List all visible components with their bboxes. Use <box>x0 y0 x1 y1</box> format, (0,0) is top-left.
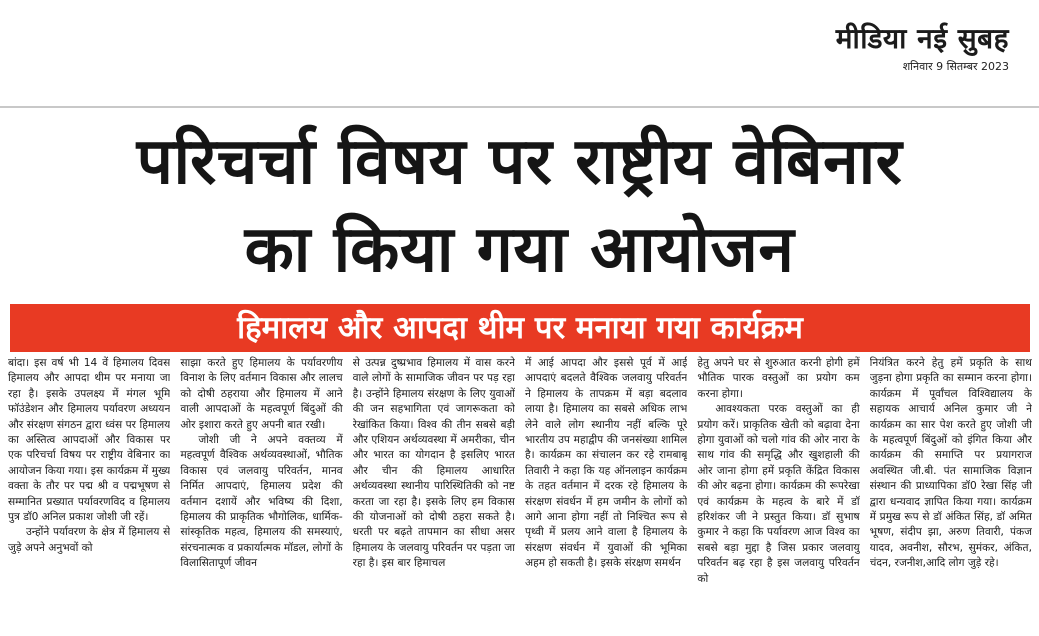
article-column-6 <box>870 356 1032 636</box>
article-column-5 <box>697 356 859 636</box>
headline <box>0 118 1039 294</box>
article-paragraph: हेतु अपने घर से शुरुआत करनी होगी हमें भौतिक पारक वस्तुओं का प्रयोग कम करना होगा। <box>697 357 860 400</box>
article-paragraph: से उत्पन्न दुष्प्रभाव हिमालय में वास करने वाले लोगों के सामाजिक जीवन पर पड़ रहा है। उन्होंने हिमालय संरक्षण के लिए युवाओं की जन सहभागिता एवं जागरूकता को रेखांकित किया। विश्व की तीन सबसे बड़ी और एशियन अर्थव्यवस्था में अमरीका, चीन और भारत का योगदान है इसलिए भारत और चीन की हिमालय आधारित अर्थव्यवस्था स्थानीय पारिस्थितिकी को नष्ट करता जा रहा है। इसके लिए हम विकास की योजनाओं को दोषी ठहरा सकते है।धरती पर बढ़ते तापमान का सीधा असर हिमालय के जलवायु परिवर्तन पर पड़ता जा रहा है। इस बार हिमाचल <box>352 357 515 570</box>
article-column-4 <box>525 356 687 636</box>
article-paragraph: जोशी जी ने अपने वक्तव्य में महत्वपूर्ण वैश्विक अर्थव्यवस्थाओं, भौतिक विकास एवं जलवायु परिवर्तन, मानव निर्मित आपदाएं, हिमालय प्रदेश की वर्तमान दशायें और भविष्य की दिशा, हिमालय की प्राकृतिक भौगोलिक, धार्मिक-सांस्कृतिक महत्व, हिमालय की समस्याएं, संरचनात्मक व प्रकार्यात्मक मॉडल, लोगों के विलासितापूर्ण जीवन <box>180 434 343 570</box>
subheadline-banner: हिमालय और आपदा थीम पर मनाया गया कार्यक्रम <box>10 304 1030 352</box>
article-column-3 <box>353 356 515 636</box>
headline-line-2: का किया गया आयोजन <box>244 213 795 287</box>
article-column-1 <box>8 356 170 636</box>
article-paragraph: आवश्यकता परक वस्तुओं का ही प्रयोग करें। प्राकृतिक खेती को बढ़ावा देना होगा युवाओं को चलो गांव की ओर नारा के साथ गांव की समृद्धि और खुशहाली की ओर जाना होगा हमें प्रकृति केंद्रित विकास की ओर बढ़ना होगा। कार्यक्रम की रूपरेखा एवं कार्यक्रम के महत्व के बारे में डॉ हरिशंकर जी ने प्रस्तुत किया। डॉ सुभाष कुमार ने कहा कि पर्यावरण आज विश्व का सबसे बड़ा मुद्दा है जिस प्रकार जलवायु परिवर्तन बढ़ रहा है इस जलवायु परिवर्तन को <box>697 403 860 585</box>
article-column-2 <box>180 356 342 636</box>
header-divider <box>0 106 1039 108</box>
headline-line-1: परिचर्चा विषय पर राष्ट्रीय वेबिनार <box>136 125 903 199</box>
article-paragraph: उन्होंने पर्यावरण के क्षेत्र में हिमालय से जुड़े अपने अनुभवों को <box>8 526 171 554</box>
masthead <box>836 22 1009 74</box>
publication-date: शनिवार 9 सितम्बर 2023 <box>902 60 1009 73</box>
article-paragraph: बांदा। इस वर्ष भी 14 वें हिमालय दिवस हिमालय और आपदा थीम पर मनाया जा रहा है। इसके उपलक्ष्य में मंगल भूमि फॉउंडेशन और हिमालय पर्यावरण अध्ययन और संरक्षण संगठन द्वारा ध्वंस पर हिमालय का अस्तित्व आपदाओं और विकास पर एक परिचर्चा विषय पर राष्ट्रीय वेबिनार का आयोजन किया गया। इस कार्यक्रम में मुख्य वक्ता के तौर पर पद्म श्री व पद्मभूषण से सम्मानित प्रख्यात पर्यावरणविद व हिमालय पुत्र डॉ0 अनिल प्रकाश जोशी जी रहें। <box>8 357 171 524</box>
article-paragraph: में आई आपदा और इससे पूर्व में आई आपदाएं बदलते वैश्विक जलवायु परिवर्तन ने हिमालय के तापक्रम में बड़ा बदलाव लाया है। हिमालय का सबसे अधिक लाभ लेने वाले लोग स्थानीय नहीं बल्कि पूरे भारतीय उप महाद्वीप की जनसंख्या शामिल है। कार्यक्रम का संचालन कर रहे रामबाबू तिवारी ने कहा कि यह ऑनलाइन कार्यक्रम के तहत वर्तमान में दरक रहे हिमालय के संरक्षण संवर्धन में हम जमीन के लोगों को आगे आना होगा नहीं तो निश्चित रूप से पृथ्वी में प्रलय आने वाला है हिमालय के संरक्षण संवर्धन में युवाओं की भूमिका अहम हो सकती है। इसके संरक्षण समर्थन <box>524 357 688 570</box>
article-body <box>8 356 1032 636</box>
article-paragraph: साझा करते हुए हिमालय के पर्यावरणीय विनाश के लिए वर्तमान विकास और लालच को दोषी ठहराया और हिमालय में आने वाली आपदाओं के महत्वपूर्ण बिंदुओं की ओर इशारा करते हुए अपनी बात रखी। <box>180 357 343 431</box>
newspaper-name: मीडिया नई सुबह <box>835 22 1009 55</box>
article-paragraph: नियंत्रित करने हेतु हमें प्रकृति के साथ जुड़ना होगा प्रकृति का सम्मान करना होगा। कार्यक्रम में पूर्वांचल विश्विद्यालय के सहायक आचार्य अनिल कुमार जी ने कार्यक्रम का सार पेश करते हुए जोशी जी के महत्वपूर्ण बिंदुओं को इंगित किया और कार्यक्रम की समाप्ति पर प्रयागराज अवस्थित जी.बी. पंत सामाजिक विज्ञान संस्थान की प्राध्यापिका डॉ0 रेखा सिंह जी द्वारा धन्यवाद ज्ञापित किया गया। कार्यक्रम में प्रमुख रूप से डॉ अंकित सिंह, डॉ अमित भूषण, संदीप झा, अरुण तिवारी, पंकज यादव, अवनीश, सौरभ, सुमंकर, अंकित, चंदन, रजनीश,आदि लोग जुड़े रहे। <box>869 357 1032 570</box>
